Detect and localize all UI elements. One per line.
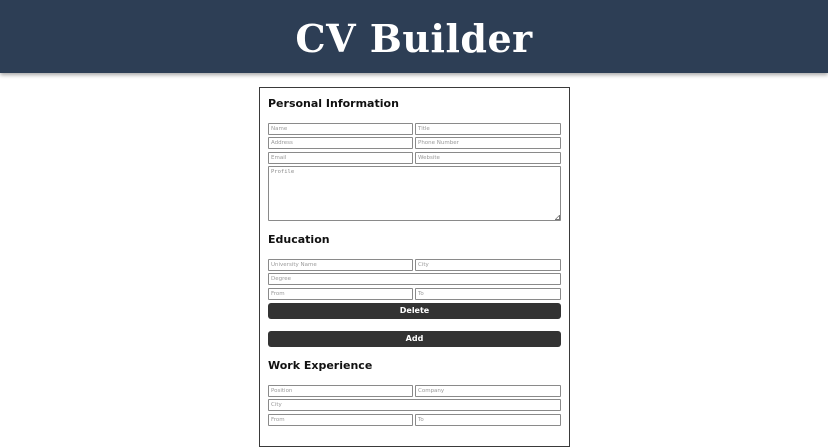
phone-input[interactable] <box>415 137 561 149</box>
address-input[interactable] <box>268 137 413 149</box>
app-title: CV Builder <box>295 16 533 61</box>
education-heading: Education <box>268 233 330 246</box>
work-city-input[interactable] <box>268 399 561 411</box>
personal-information-heading: Personal Information <box>268 97 399 110</box>
education-from-input[interactable] <box>268 288 413 300</box>
work-from-input[interactable] <box>268 414 413 426</box>
website-input[interactable] <box>415 152 561 164</box>
cv-form <box>259 87 570 447</box>
app-header <box>0 0 828 73</box>
education-city-input[interactable] <box>415 259 561 271</box>
work-to-input[interactable] <box>415 414 561 426</box>
textarea-resize-grip[interactable] <box>555 215 560 220</box>
company-input[interactable] <box>415 385 561 397</box>
degree-input[interactable] <box>268 273 561 285</box>
add-education-button[interactable]: Add <box>268 331 561 347</box>
work-experience-heading: Work Experience <box>268 359 373 372</box>
profile-textarea[interactable] <box>268 166 561 221</box>
email-input[interactable] <box>268 152 413 164</box>
position-input[interactable] <box>268 385 413 397</box>
title-input[interactable] <box>415 123 561 135</box>
education-to-input[interactable] <box>415 288 561 300</box>
name-input[interactable] <box>268 123 413 135</box>
delete-education-button[interactable]: Delete <box>268 303 561 319</box>
university-input[interactable] <box>268 259 413 271</box>
